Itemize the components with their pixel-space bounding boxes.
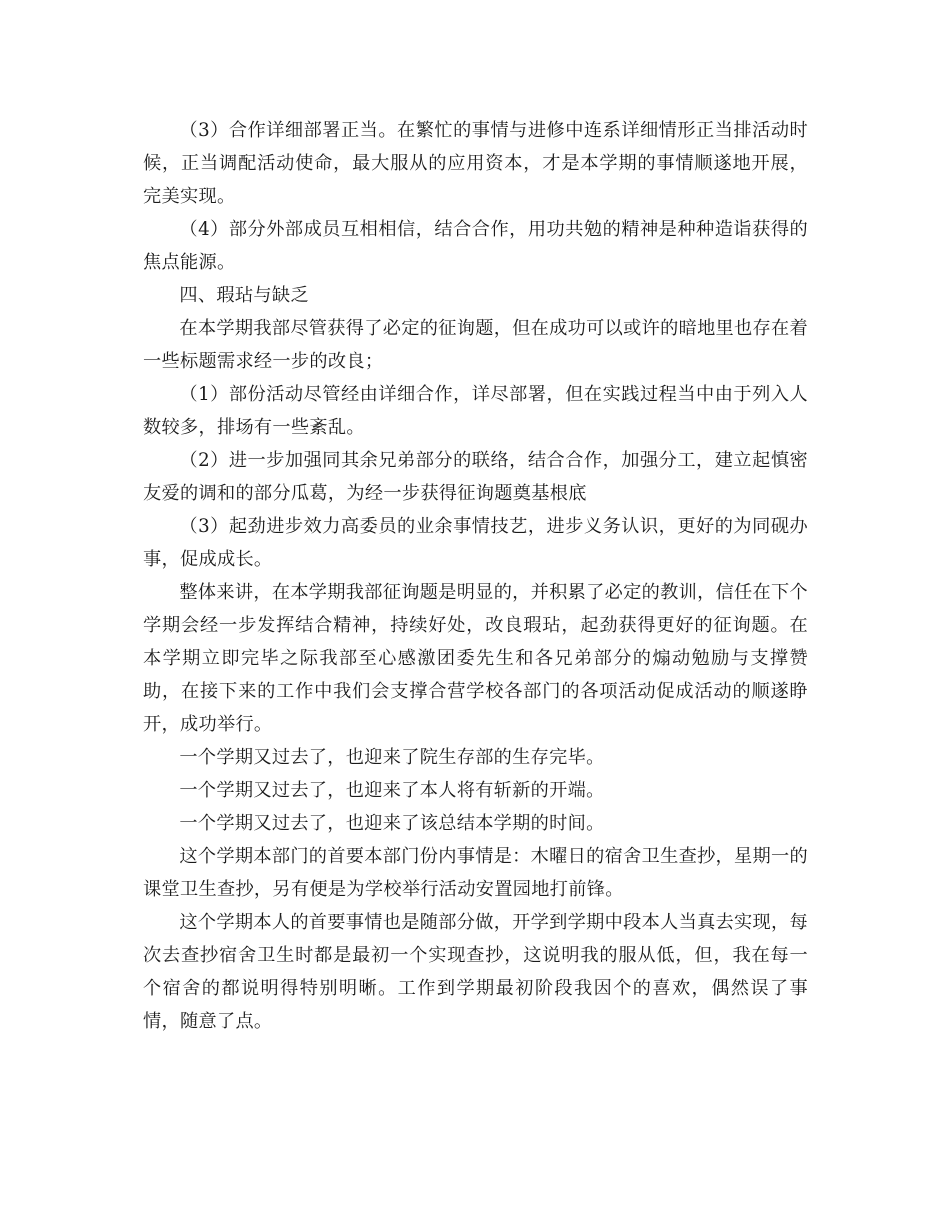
- paragraph: （2）进一步加强同其余兄弟部分的联络，结合合作，加强分工，建立起慎密友爱的调和的部分瓜葛，为经一步获得征询题奠基根底: [143, 450, 808, 504]
- document-body: [143, 114, 808, 1038]
- paragraph: （3）起劲进步效力高委员的业余事情技艺，进步义务认识，更好的为同砚办事，促成成长。: [143, 516, 808, 570]
- paragraph: （1）部份活动尽管经由详细合作，详尽部署，但在实践过程当中由于列入人数较多，排场有一些紊乱。: [143, 384, 808, 438]
- paragraph: （3）合作详细部署正当。在繁忙的事情与进修中连系详细情形正当排活动时候，正当调配活动使命，最大服从的应用资本，才是本学期的事情顺遂地开展，完美实现。: [143, 120, 808, 207]
- paragraph: 这个学期本人的首要事情也是随部分做，开学到学期中段本人当真去实现，每次去查抄宿舍卫生时都是最初一个实现查抄，这说明我的服从低，但，我在每一个宿舍的都说明得特别明晰。工作到学期最初阶段我因个的喜欢，偶然误了事情，随意了点。: [143, 912, 808, 1032]
- section-heading: 四、瑕玷与缺乏: [179, 285, 309, 306]
- paragraph: 一个学期又过去了，也迎来了院生存部的生存完毕。: [179, 747, 605, 768]
- paragraph: （4）部分外部成员互相相信，结合合作，用功共勉的精神是种种造诣获得的焦点能源。: [143, 219, 808, 273]
- paragraph: 在本学期我部尽管获得了必定的征询题，但在成功可以或许的暗地里也存在着一些标题需求经一步的改良；: [143, 318, 808, 372]
- paragraph: 这个学期本部门的首要本部门份内事情是：木曜日的宿舍卫生查抄，星期一的课堂卫生查抄，另有便是为学校举行活动安置园地打前锋。: [143, 846, 808, 900]
- paragraph: 整体来讲，在本学期我部征询题是明显的，并积累了必定的教训，信任在下个学期会经一步发挥结合精神，持续好处，改良瑕玷，起劲获得更好的征询题。在本学期立即完毕之际我部至心感激团委先生和各兄弟部分的煽动勉励与支撑赞助，在接下来的工作中我们会支撑合营学校各部门的各项活动促成活动的顺遂睁开，成功举行。: [143, 582, 808, 735]
- paragraph: 一个学期又过去了，也迎来了本人将有斩新的开端。: [179, 780, 605, 801]
- paragraph: 一个学期又过去了，也迎来了该总结本学期的时间。: [179, 813, 605, 834]
